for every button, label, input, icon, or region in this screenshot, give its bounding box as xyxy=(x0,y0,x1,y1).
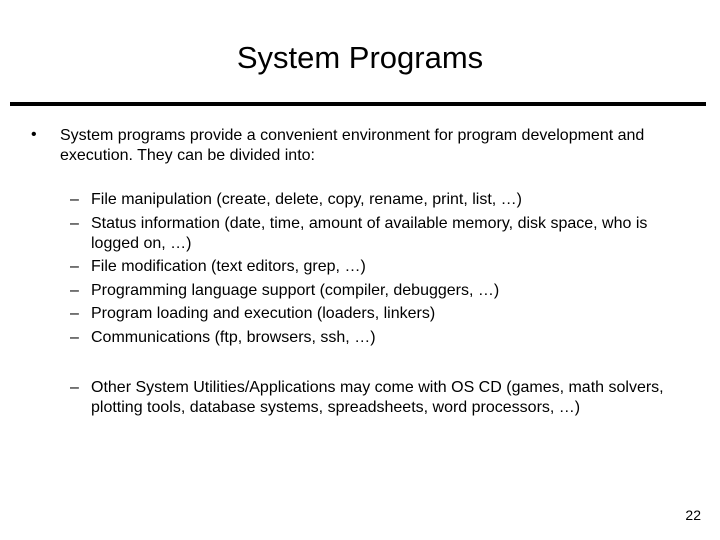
page-number: 22 xyxy=(685,507,701,523)
dash-marker: – xyxy=(70,258,79,275)
dash-marker: – xyxy=(70,328,79,346)
list-item-text: File manipulation (create, delete, copy, rename, print, list, …) xyxy=(91,191,522,208)
list-item-text: Status information (date, time, amount of available memory, disk space, who is logged on, …) xyxy=(91,214,648,252)
list-item xyxy=(70,214,690,254)
bullet-marker: • xyxy=(31,126,37,143)
dash-marker: – xyxy=(70,379,79,396)
list-item xyxy=(70,378,690,418)
title-divider xyxy=(10,102,706,106)
slide-title: System Programs xyxy=(236,40,484,75)
list-item xyxy=(70,281,690,301)
other-utilities-list xyxy=(70,378,690,422)
list-item-text: Program loading and execution (loaders, linkers) xyxy=(91,305,436,322)
dash-marker: – xyxy=(70,305,79,322)
category-list xyxy=(70,190,690,351)
dash-marker: – xyxy=(70,191,79,208)
list-item-text: File modification (text editors, grep, …) xyxy=(91,258,366,275)
list-item-text: Programming language support (compiler, debuggers, …) xyxy=(91,281,500,299)
list-item xyxy=(70,257,690,277)
list-item-text: Other System Utilities/Applications may come with OS CD (games, math solvers, plotting tools, database systems, spreadsheets, word processors, …) xyxy=(91,379,664,416)
main-point-text: System programs provide a convenient environment for program development and execution. They can be divided into: xyxy=(60,127,645,164)
list-item xyxy=(70,190,690,210)
list-item xyxy=(70,304,690,324)
dash-marker: – xyxy=(70,214,79,232)
list-item xyxy=(70,328,690,348)
dash-marker: – xyxy=(70,281,79,299)
list-item-text: Communications (ftp, browsers, ssh, …) xyxy=(91,328,376,346)
